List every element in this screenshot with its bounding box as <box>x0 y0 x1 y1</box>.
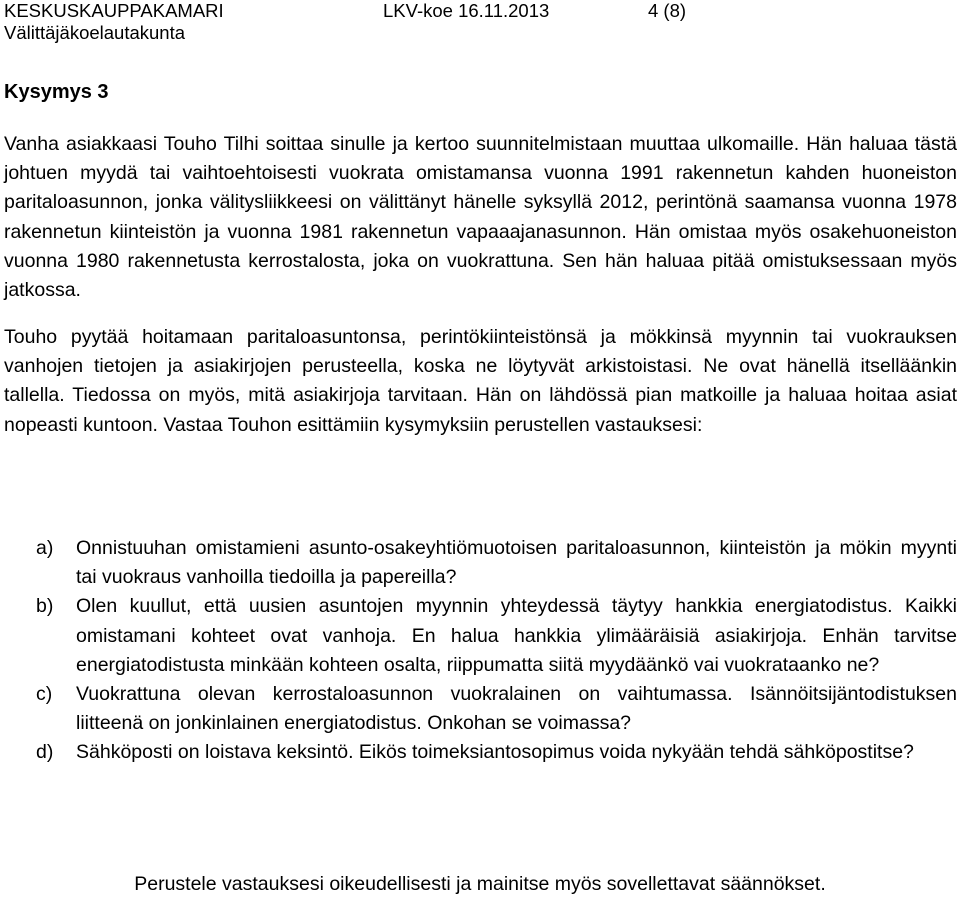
case-paragraph-2: Touho pyytää hoitamaan paritaloasuntonsa, perintökiinteistönsä ja mökkinsä myynnin tai vuokrauksen vanhojen tietojen ja asiakirjojen perusteella, koska ne löytyvät arkistoistasi. Ne ovat hänellä itselläänkin tallella. Tiedossa on myös, mitä asiakirjoja tarvitaan. Hän on lähdössä pian matkoille ja haluaa hoitaa asiat nopeasti kuntoon. Vastaa Touhon esittämiin kysymyksiin perustellen vastauksesi: <box>4 326 957 436</box>
question-marker: b) <box>36 595 54 618</box>
answer-instruction: Perustele vastauksesi oikeudellisesti ja mainitse myös sovellettavat säännökset. <box>134 873 826 895</box>
question-item-c <box>36 680 957 738</box>
organization-name: KESKUSKAUPPAKAMARI <box>4 0 224 21</box>
question-marker: a) <box>36 537 54 559</box>
board-name: Välittäjäkoelautakunta <box>4 22 186 43</box>
question-title: Kysymys 3 <box>4 81 109 103</box>
question-text: Vuokrattuna olevan kerrostaloasunnon vuokralainen on vaihtumassa. Isännöitsijäntodistuksen liitteenä on jonkinlainen energiatodistus. Onkohan se voimassa? <box>76 683 957 735</box>
question-text: Olen kuullut, että uusien asuntojen myynnin yhteydessä täytyy hankkia energiatodistus. Kaikki omistamani kohteet ovat vanhoja. En halua hankkia ylimääräisiä asiakirjoja. Enhän tarvitse energiatodistusta minkään kohteen osalta, riippumatta siitä myydäänkö vai vuokrataanko ne? <box>76 595 957 676</box>
page-header <box>4 0 934 44</box>
question-text: Sähköposti on loistava keksintö. Eikös toimeksiantosopimus voida nykyään tehdä sähköpostitse? <box>76 741 914 764</box>
exam-title: LKV-koe 16.11.2013 <box>383 0 550 21</box>
question-list <box>36 534 957 768</box>
question-marker: c) <box>36 683 53 706</box>
question-marker: d) <box>36 741 54 764</box>
question-text: Onnistuuhan omistamieni asunto-osakeyhtiömuotoisen paritaloasunnon, kiinteistön ja mökin myynti tai vuokraus vanhoilla tiedoilla ja papereilla? <box>76 537 957 589</box>
question-item-d <box>36 738 957 767</box>
question-item-a <box>36 534 957 592</box>
case-paragraph-1: Vanha asiakkaasi Touho Tilhi soittaa sinulle ja kertoo suunnitelmistaan muuttaa ulkomaille. Hän haluaa tästä johtuen myydä tai vaihtoehtoisesti vuokrata omistamansa vuonna 1991 rakennetun kahden huoneiston paritaloasunnon, jonka välitysliikkeesi on välittänyt hänelle syksyllä 2012, perintönä saamansa vuonna 1978 rakennetun kiinteistön ja vuonna 1981 rakennetun vapaaajanasunnon. Hän omistaa myös osakehuoneiston vuonna 1980 rakennetusta kerrostalosta, joka on vuokrattuna. Sen hän haluaa pitää omistuksessaan myös jatkossa. <box>4 133 957 302</box>
page-number: 4 (8) <box>648 0 687 21</box>
question-item-b <box>36 592 957 680</box>
